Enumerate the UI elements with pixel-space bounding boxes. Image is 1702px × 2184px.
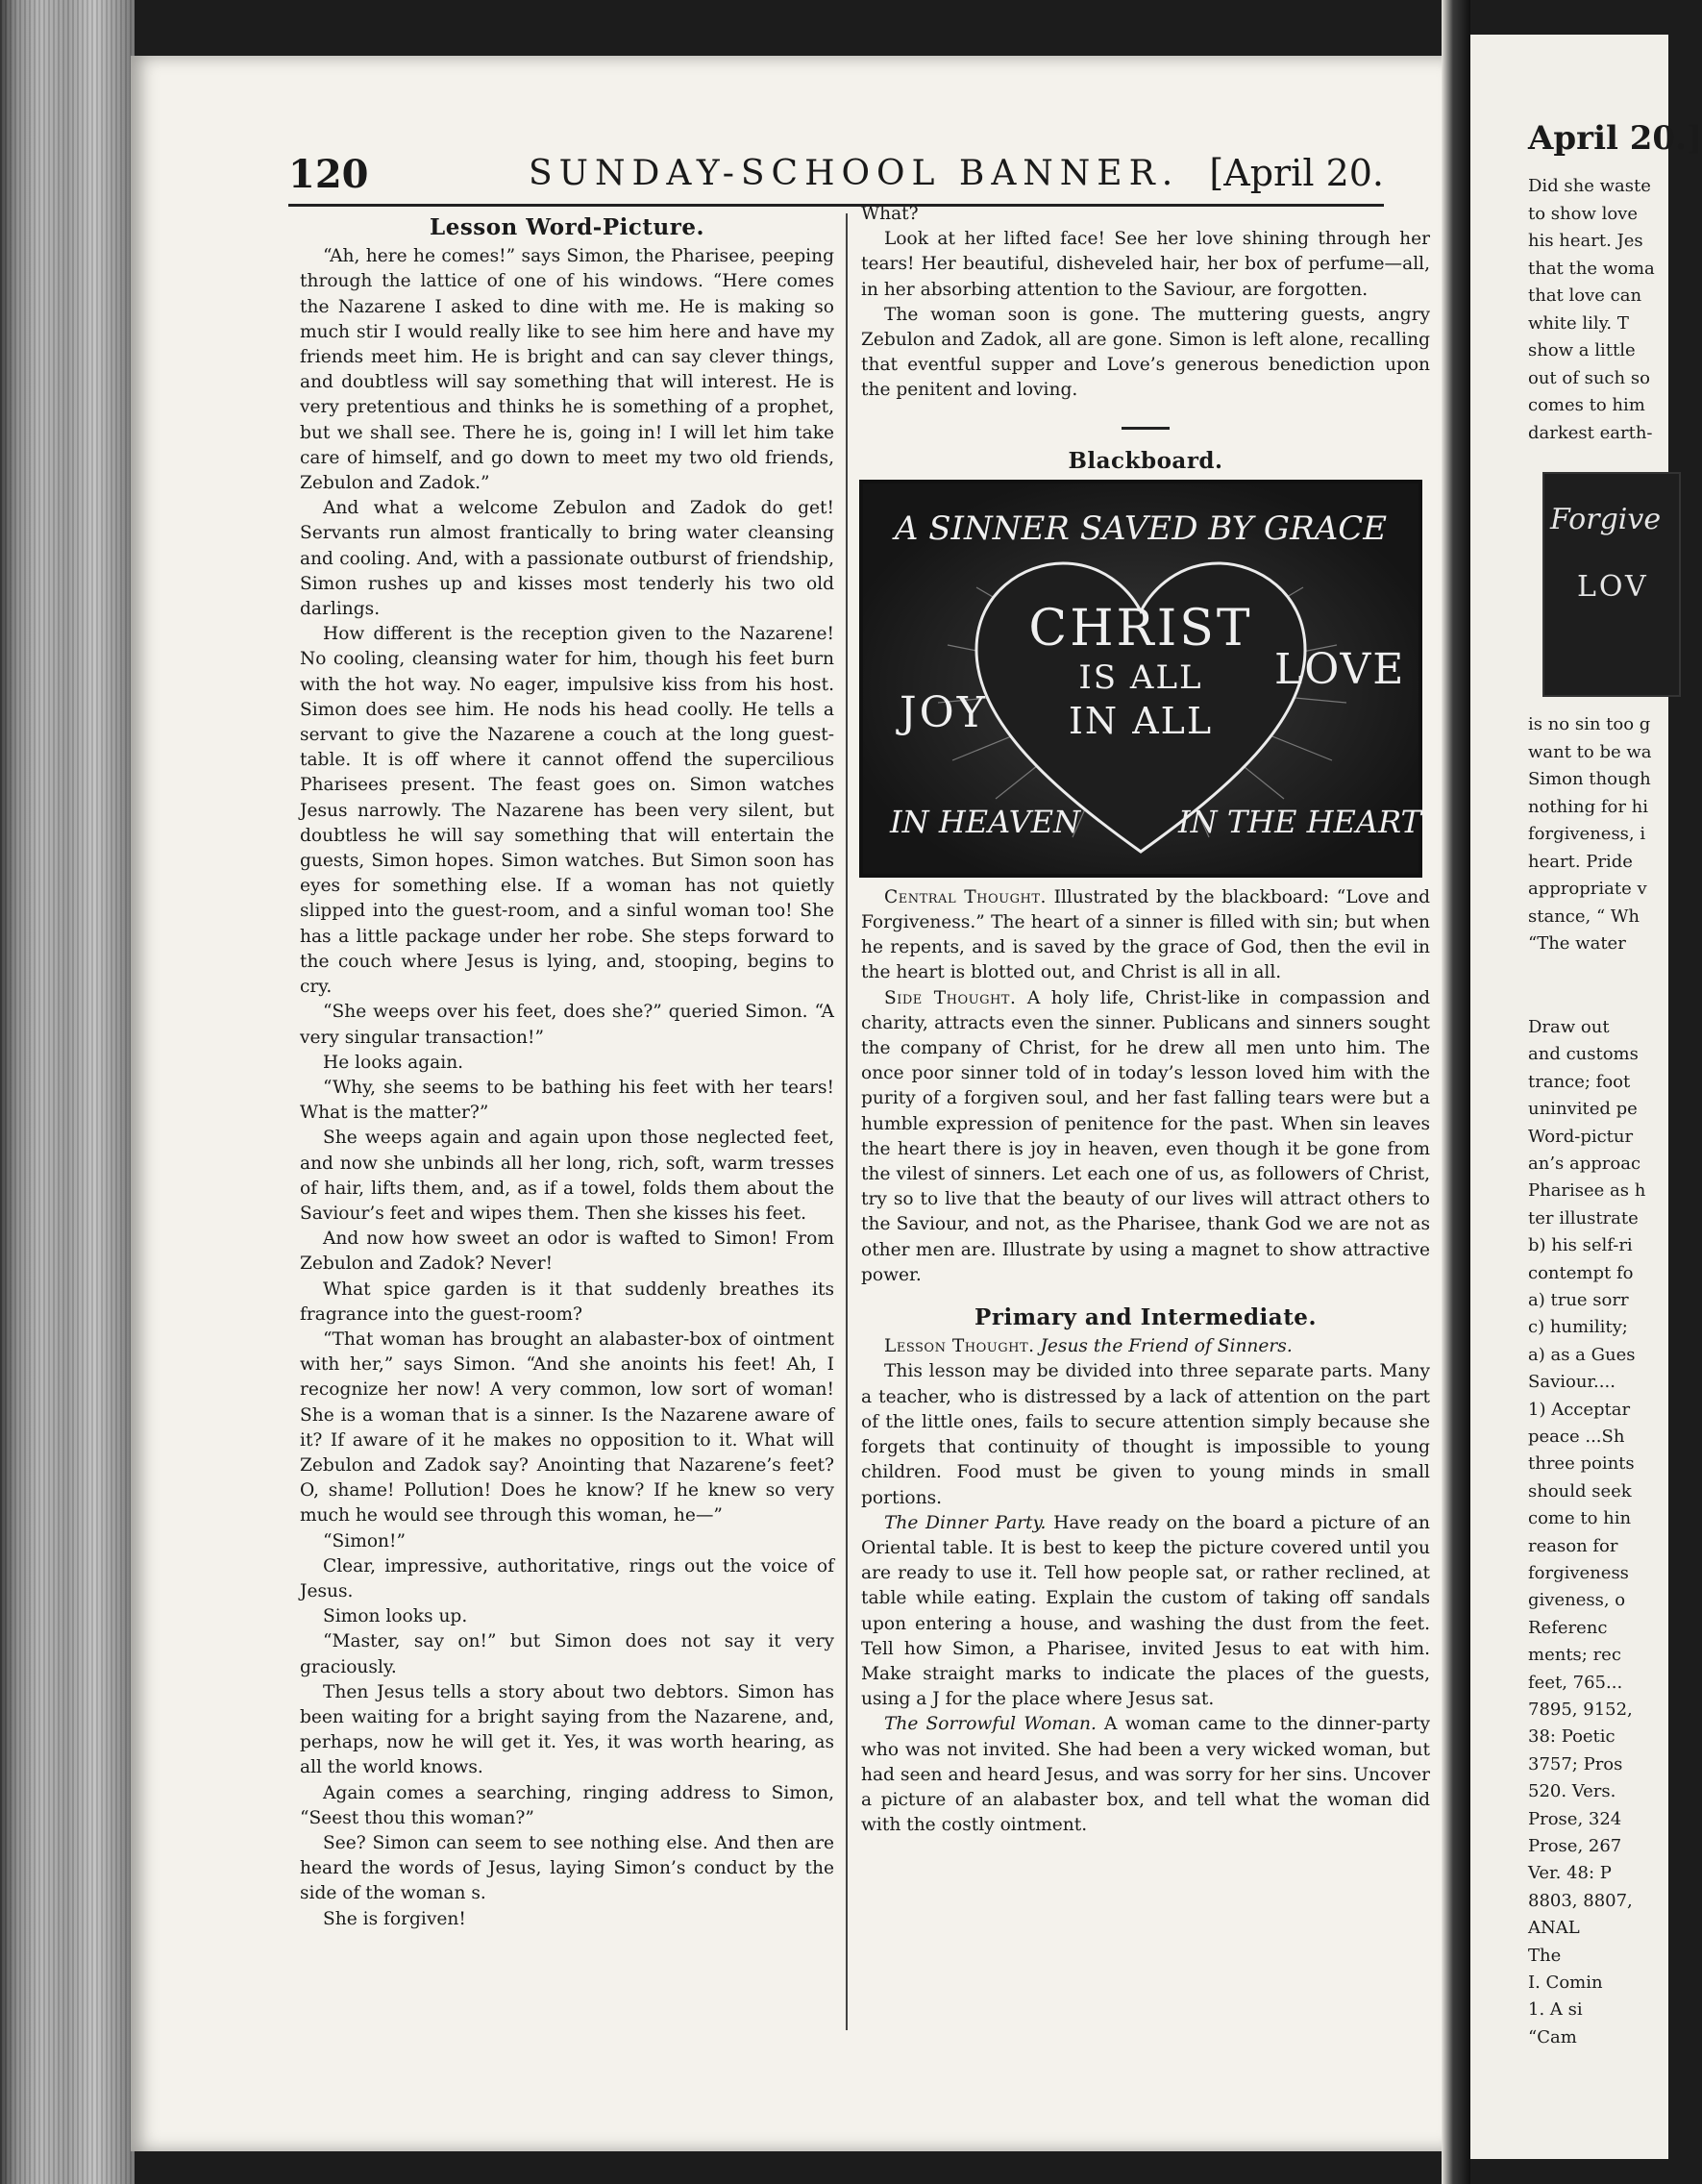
- word-picture-heading: Lesson Word-Picture.: [430, 214, 704, 240]
- right-page-line: feet, 765...: [1528, 1672, 1623, 1693]
- paragraph: “Ah, here he comes!” says Simon, the Pharisee, peeping through the lattice of one of his windows. “Here comes the Nazarene I asked to dine with me. He is making so much stir I would really like to see him here and have my friends meet him. He is bright and can say clever things, and doubtless will say something that will interest. He is very pretentious and thinks he is something of a prophet, but we shall see. There he is, going in! I will let him take care of himself, and go down to meet my two old friends, Zebulon and Zadok.”: [300, 246, 834, 494]
- right-page-line: Draw out: [1528, 1017, 1610, 1037]
- paragraph: “She weeps over his feet, does she?” queried Simon. “A very singular transaction!”: [300, 1002, 834, 1048]
- right-page-line: ANAL: [1528, 1918, 1580, 1939]
- right-page-line: 8803, 8807,: [1528, 1890, 1633, 1911]
- right-page-line: come to hin: [1528, 1508, 1632, 1529]
- paragraph: The woman soon is gone. The muttering guests, angry Zebulon and Zadok, all are gone. Simon is left alone, recalling that eventful supper and Love’s generous benediction upon the penitent and loving.: [861, 304, 1430, 401]
- right-page-line: 3757; Pros: [1528, 1753, 1623, 1774]
- right-page-line: his heart. Jes: [1528, 231, 1643, 251]
- right-page-line: 1) Acceptar: [1528, 1399, 1631, 1420]
- paragraph: What?: [861, 204, 919, 224]
- paragraph: “Simon!”: [323, 1530, 406, 1551]
- publication-title: SUNDAY-SCHOOL BANNER.: [529, 154, 1180, 193]
- right-page-line: 1. A si: [1528, 1999, 1583, 2021]
- right-page-line: Word-pictur: [1528, 1126, 1634, 1147]
- right-page-line: Pharisee as h: [1528, 1180, 1646, 1202]
- right-page-line: uninvited pe: [1528, 1099, 1638, 1120]
- right-page-line: trance; foot: [1528, 1071, 1631, 1092]
- right-page-line: that love can: [1528, 285, 1642, 306]
- rp-board-word-1: Forgive: [1550, 503, 1662, 536]
- lesson-thought: [861, 1334, 1430, 1359]
- right-page-line: contempt fo: [1528, 1262, 1634, 1283]
- dinner-party-title: The Dinner Party.: [884, 1512, 1047, 1533]
- paragraph: This lesson may be divided into three separate parts. Many a teacher, who is distressed by a lack of attention on the part of the little ones, fails to secure attention simply because she forgets that continuity of thought is impossible to young children. Food must be given to young minds in small portions.: [861, 1361, 1430, 1508]
- right-page-line: giveness, o: [1528, 1590, 1626, 1611]
- board-line-1: A SINNER SAVED BY GRACE: [894, 509, 1388, 548]
- right-page-line: ter illustrate: [1528, 1207, 1639, 1228]
- board-is-all: IS ALL: [1078, 658, 1203, 697]
- paragraph: Simon looks up.: [323, 1606, 468, 1627]
- paragraph: What spice garden is it that suddenly breathes its fragrance into the guest-room?: [300, 1278, 834, 1325]
- right-page-line: reason for: [1528, 1535, 1618, 1556]
- right-page-line: nothing for hi: [1528, 796, 1649, 817]
- right-page-line: want to be wa: [1528, 741, 1652, 762]
- right-page-line: peace ...Sh: [1528, 1427, 1625, 1447]
- paragraph: Clear, impressive, authoritative, rings out the voice of Jesus.: [300, 1555, 834, 1601]
- board-love: LOVE: [1274, 644, 1406, 694]
- right-page-line: 38: Poetic: [1528, 1726, 1616, 1748]
- paragraph: See? Simon can seem to see nothing else. And then are heard the words of Jesus, laying Simon’s conduct by the side of the woman s.: [300, 1833, 834, 1904]
- lesson-thought-text: Jesus the Friend of Sinners.: [1040, 1336, 1293, 1357]
- central-thought: [861, 885, 1430, 986]
- primary-heading: Primary and Intermediate.: [974, 1304, 1317, 1331]
- column-right: [861, 202, 1430, 1838]
- right-page-line: I. Comin: [1528, 1973, 1603, 1993]
- column-left: [300, 215, 834, 1932]
- right-page: [1470, 35, 1702, 2159]
- board-joy: JOY: [900, 687, 988, 737]
- paragraph: He looks again.: [323, 1052, 464, 1073]
- side-thought-text: A holy life, Christ-like in compassion and charity, attracts even the sinner. Publicans and sinners sought the company of Christ, for he drew all men unto him. The once poor sinner told of in today’s lesson loved him with the purity of a forgiven soul, and her fast falling tears were but a humble expression of penitence for the past. When sin leaves the heart there is joy in heaven, even though it be gone from the vilest of sinners. Let each one of us, as followers of Christ, try so to live that the beauty of our lives will attract others to the Saviour, and not, as the Pharisee, thank God we are not as other men are. Illustrate by using a magnet to show attractive power.: [861, 987, 1431, 1285]
- side-thought: [861, 986, 1430, 1288]
- lesson-thought-label: Lesson Thought.: [884, 1336, 1035, 1357]
- right-page-line: a) true sorr: [1528, 1290, 1629, 1310]
- rp-board-word-2: LOV: [1577, 570, 1649, 604]
- right-page-line: Prose, 324: [1528, 1808, 1622, 1829]
- right-page-line: an’s approac: [1528, 1154, 1641, 1174]
- right-page-line: Ver. 48: P: [1528, 1863, 1612, 1884]
- paragraph: She is forgiven!: [323, 1908, 466, 1929]
- board-in-the-heart: IN THE HEART: [1178, 803, 1421, 840]
- sorrowful-woman-title: The Sorrowful Woman.: [884, 1714, 1097, 1735]
- right-page-line: three points: [1528, 1453, 1635, 1475]
- right-page-line: and customs: [1528, 1044, 1639, 1065]
- dinner-party-text: Have ready on the board a picture of an Oriental table. It is best to keep the picture covered until you are ready to use it. Tell how people sat, or rather reclined, at table while eating. Explain the custom of taking off sandals upon entering a house, and washing the dust from the feet. Tell how Simon, a Pharisee, invited Jesus to eat with him. Make straight marks to indicate the places of the guests, using a J for the place where Jesus sat.: [861, 1512, 1430, 1710]
- right-page-line: should seek: [1528, 1480, 1632, 1502]
- paragraph: Again comes a searching, ringing address to Simon, “Seest thou this woman?”: [300, 1782, 834, 1828]
- right-page-line: forgiveness: [1528, 1563, 1629, 1583]
- dinner-party: [861, 1511, 1430, 1713]
- right-page-line: Simon though: [1528, 769, 1651, 789]
- right-page-line: Prose, 267: [1528, 1836, 1622, 1856]
- page-number: 120: [288, 152, 369, 197]
- paragraph: And what a welcome Zebulon and Zadok do get! Servants run almost frantically to bring water cleansing and cooling. And, with a passionate outburst of friendship, Simon rushes up and kisses most tenderly his two old darlings.: [300, 498, 834, 620]
- section-rule: [1122, 427, 1170, 430]
- paragraph: “That woman has brought an alabaster-box of ointment with her,” says Simon. “And she anoints his feet! Ah, I recognize her now! A very common, low sort of woman! She is a woman that is a sinner. Is the Nazarene aware of it? If aware of it he makes no opposition to it. What will Zebulon and Zadok say? Anointing that Nazarene’s feet? O, shame! Pollution! Does he know? If he knew so very much he would see through this woman, he—”: [300, 1328, 834, 1526]
- side-thought-label: Side Thought.: [884, 987, 1017, 1008]
- book-gutter: [1442, 0, 1470, 2184]
- board-christ: CHRIST: [1028, 599, 1253, 658]
- right-page-line: ments; rec: [1528, 1645, 1621, 1666]
- board-in-all: IN ALL: [1068, 699, 1214, 742]
- right-page-header: April 20.]: [1528, 119, 1702, 158]
- paragraph: Then Jesus tells a story about two debtors. Simon has been waiting for a bright saying from the Nazarene, and, perhaps, now he will get it. Yes, it was worth hearing, as all the world knows.: [300, 1681, 834, 1778]
- right-page-line: forgiveness, i: [1528, 824, 1646, 844]
- paragraph: Look at her lifted face! See her love shining through her tears! Her beautiful, disheveled hair, her box of perfume—all, in her absorbing attention to the Saviour, are forgotten.: [861, 229, 1430, 300]
- right-page-line: Saviour....: [1528, 1372, 1616, 1393]
- right-page-blackboard: [1542, 472, 1681, 697]
- right-page-line: white lily. T: [1528, 312, 1629, 334]
- right-page-line: comes to him: [1528, 395, 1645, 415]
- right-page-line: show a little: [1528, 340, 1636, 360]
- page-edges: [0, 0, 135, 2184]
- right-page-line: darkest earth-: [1528, 422, 1653, 443]
- blackboard-heading: Blackboard.: [1068, 447, 1223, 474]
- sorrowful-woman: [861, 1712, 1430, 1838]
- right-page-line: a) as a Gues: [1528, 1344, 1636, 1365]
- paragraph: “Why, she seems to be bathing his feet with her tears! What is the matter?”: [300, 1077, 834, 1124]
- right-page-line: stance, “ Wh: [1528, 906, 1640, 927]
- right-page-line: out of such so: [1528, 367, 1650, 388]
- right-page-line: Did she waste: [1528, 176, 1651, 196]
- right-page-line: 520. Vers.: [1528, 1781, 1616, 1802]
- right-page-line: 7895, 9152,: [1528, 1700, 1633, 1720]
- central-thought-label: Central Thought.: [884, 886, 1047, 907]
- blackboard-illustration: [861, 482, 1420, 876]
- right-page-line: heart. Pride: [1528, 851, 1633, 872]
- paragraph: And now how sweet an odor is wafted to Simon! From Zebulon and Zadok? Never!: [300, 1228, 834, 1275]
- column-divider: [846, 213, 848, 2030]
- right-page-line: to show love: [1528, 203, 1639, 224]
- right-page-line: appropriate v: [1528, 879, 1647, 899]
- page-date: [April 20.: [1209, 152, 1384, 194]
- right-page-line: that the woma: [1528, 258, 1655, 279]
- right-page-line: c) humility;: [1528, 1317, 1628, 1338]
- paragraph: How different is the reception given to the Nazarene! No cooling, cleansing water for him, though his feet burn with the hot way. No eager, impulsive kiss from his host. Simon does see him. He nods his head coolly. He tells a servant to give the Nazarene a couch at the long guest-table. It is off where it cannot offend the supercilious Pharisees present. The feast goes on. Simon watches Jesus narrowly. The Nazarene has been very silent, but doubtless he will say something that will entertain the guests, Simon hopes. Simon watches. But Simon soon has eyes for something else. If a woman has not quietly slipped into the guest-room, and a sinful woman too! She has a little package under her robe. She steps forward to the couch where Jesus is lying, and, stooping, begins to cry.: [300, 624, 834, 998]
- central-thought-text: Illustrated by the blackboard: “Love and Forgiveness.” The heart of a sinner is filled with sin; but when he repents, and is saved by the grace of God, then the evil in the heart is blotted out, and Christ is all in all.: [861, 886, 1430, 983]
- board-in-heaven: IN HEAVEN: [890, 803, 1081, 840]
- sorrowful-woman-text: A woman came to the dinner-party who was not invited. She had been a very wicked woman, but had seen and heard Jesus, and was sorry for her sins. Uncover a picture of an alabaster box, and tell what the woman did with the costly ointment.: [861, 1714, 1430, 1836]
- right-page-line: The: [1528, 1945, 1562, 1966]
- right-page-line: “The water: [1528, 933, 1626, 954]
- paragraph: She weeps again and again upon those neglected feet, and now she unbinds all her long, rich, soft, warm tresses of hair, lifts them, and, as if a towel, folds them about the Saviour’s feet and wipes them. Then she kisses his feet.: [300, 1128, 834, 1224]
- paragraph: “Master, say on!” but Simon does not say it very graciously.: [300, 1631, 834, 1677]
- right-page-line: “Cam: [1528, 2026, 1577, 2048]
- right-page-line: Referenc: [1528, 1617, 1608, 1638]
- right-page-line: is no sin too g: [1528, 714, 1651, 734]
- right-page-line: b) his self-ri: [1528, 1235, 1633, 1256]
